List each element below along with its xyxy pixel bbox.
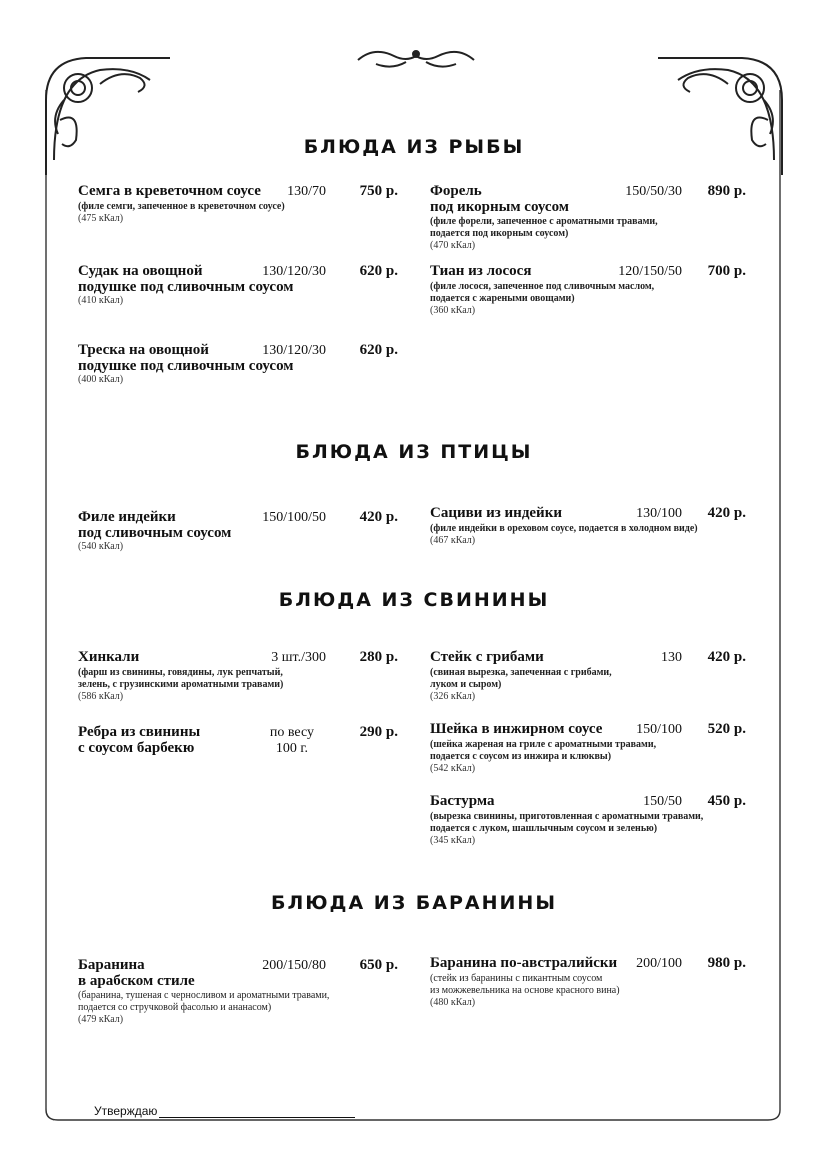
dish-kcal: (467 кКал) xyxy=(430,535,476,546)
dish-price: 280 р. xyxy=(359,649,398,665)
dish-description: (филе лосося, запеченное под сливочным маслом, подается с жареными овощами) xyxy=(430,281,655,304)
dish-description: (филе индейки в ореховом соусе, подается в холодном виде) xyxy=(430,523,698,534)
dish-weight: 3 шт./300 xyxy=(271,650,326,665)
dish-kcal: (542 кКал) xyxy=(430,763,476,774)
ornament-corner-right-icon xyxy=(648,40,788,180)
dish-price: 890 р. xyxy=(707,183,746,199)
menu-item-indeyka xyxy=(78,510,398,553)
dish-description: (вырезка свинины, приготовленная с ароматными травами, подается с луком, шашлычным соусом и зеленью) xyxy=(430,811,704,834)
dish-price: 420 р. xyxy=(359,509,398,525)
dish-kcal: (540 кКал) xyxy=(78,541,124,552)
dish-price: 980 р. xyxy=(707,955,746,971)
dish-description: (фарш из свинины, говядины, лук репчатый, зелень, с грузинскими ароматными травами) xyxy=(78,667,284,690)
dish-name: Тиан из лосося xyxy=(430,263,532,279)
menu-item-semga xyxy=(78,184,398,225)
menu-item-rebra xyxy=(78,725,398,757)
dish-name: Сациви из индейки xyxy=(430,505,562,521)
dish-kcal: (470 кКал) xyxy=(430,240,476,251)
dish-description: (филе семги, запеченное в креветочном соусе) xyxy=(78,201,285,212)
menu-item-steik xyxy=(430,650,746,703)
dish-weight: 150/50/30 xyxy=(625,184,682,199)
menu-item-austral xyxy=(430,956,746,1009)
dish-weight: 130/120/30 xyxy=(262,343,326,358)
dish-name: Стейк с грибами xyxy=(430,649,544,665)
dish-description: (шейка жареная на гриле с ароматными травами, подается с соусом из инжира и клюквы) xyxy=(430,739,657,762)
dish-name-line2: подушке под сливочным соусом xyxy=(78,279,294,295)
dish-description: (баранина, тушеная с черносливом и ароматными травами, подается со стручковой фасолью и ананасом) xyxy=(78,990,330,1013)
dish-weight: 150/50 xyxy=(643,794,682,809)
dish-kcal: (479 кКал) xyxy=(78,1014,124,1025)
dish-name-line2: с соусом барбекю xyxy=(78,740,195,756)
menu-item-treska xyxy=(78,343,398,386)
menu-item-forel xyxy=(430,184,746,252)
dish-price: 420 р. xyxy=(707,649,746,665)
dish-weight: 150/100/50 xyxy=(262,510,326,525)
dish-name: Семга в креветочном соусе xyxy=(78,183,261,199)
dish-kcal: (410 кКал) xyxy=(78,295,124,306)
dish-name: Баранина по-австралийски xyxy=(430,955,618,971)
dish-name: Филе индейки xyxy=(78,509,176,525)
dish-kcal: (586 кКал) xyxy=(78,691,124,702)
ornament-top-icon xyxy=(354,44,478,72)
dish-name: Судак на овощной xyxy=(78,263,203,279)
dish-description: (филе форели, запеченное с ароматными травами, подается под икорным соусом) xyxy=(430,216,658,239)
dish-price: 700 р. xyxy=(707,263,746,279)
dish-weight: по весу xyxy=(269,725,314,740)
section-title-pork: БЛЮДА ИЗ СВИНИНЫ xyxy=(278,589,550,611)
menu-item-arab xyxy=(78,958,398,1026)
dish-name: Бастурма xyxy=(430,793,495,809)
menu-item-basturma xyxy=(430,794,746,847)
dish-kcal: (345 кКал) xyxy=(430,835,476,846)
approval-label: Утверждаю xyxy=(94,1104,158,1118)
dish-weight: 130/100 xyxy=(636,506,682,521)
menu-item-satsivi xyxy=(430,506,746,547)
dish-name: Баранина xyxy=(78,957,145,973)
dish-price: 650 р. xyxy=(359,957,398,973)
dish-name-line2: в арабском стиле xyxy=(78,973,195,989)
dish-price: 450 р. xyxy=(707,793,746,809)
signature-line xyxy=(159,1105,355,1118)
dish-weight: 200/100 xyxy=(636,956,682,971)
dish-price: 290 р. xyxy=(359,724,398,740)
dish-name-line2: под икорным соусом xyxy=(430,199,570,215)
section-title-lamb: БЛЮДА ИЗ БАРАНИНЫ xyxy=(270,892,558,914)
dish-price: 750 р. xyxy=(359,183,398,199)
dish-weight-line2: 100 г. xyxy=(275,741,308,756)
dish-weight: 150/100 xyxy=(636,722,682,737)
dish-kcal: (475 кКал) xyxy=(78,213,124,224)
section-title-poultry: БЛЮДА ИЗ ПТИЦЫ xyxy=(295,441,533,463)
dish-kcal: (360 кКал) xyxy=(430,305,476,316)
dish-kcal: (400 кКал) xyxy=(78,374,124,385)
dish-name: Хинкали xyxy=(78,649,140,665)
dish-kcal: (480 кКал) xyxy=(430,997,476,1008)
section-title-fish: БЛЮДА ИЗ РЫБЫ xyxy=(303,136,525,158)
dish-name: Ребра из свинины xyxy=(78,724,201,740)
menu-item-sheika xyxy=(430,722,746,775)
menu-item-khinkali xyxy=(78,650,398,703)
approval-field xyxy=(94,1104,355,1118)
dish-description: (стейк из баранины с пикантным соусом из можжевельника на основе красного вина) xyxy=(430,973,620,996)
dish-weight: 130/70 xyxy=(287,184,326,199)
dish-price: 420 р. xyxy=(707,505,746,521)
dish-description: (свиная вырезка, запеченная с грибами, луком и сыром) xyxy=(430,667,612,690)
menu-item-sudak xyxy=(78,264,398,307)
dish-name-line2: под сливочным соусом xyxy=(78,525,232,541)
dish-weight: 130 xyxy=(661,650,682,665)
ornament-corner-left-icon xyxy=(40,40,180,180)
dish-name: Треска на овощной xyxy=(78,342,209,358)
dish-weight: 130/120/30 xyxy=(262,264,326,279)
dish-name: Шейка в инжирном соусе xyxy=(430,721,603,737)
dish-price: 620 р. xyxy=(359,342,398,358)
dish-weight: 200/150/80 xyxy=(262,958,326,973)
dish-name-line2: подушке под сливочным соусом xyxy=(78,358,294,374)
dish-weight: 120/150/50 xyxy=(618,264,682,279)
dish-price: 620 р. xyxy=(359,263,398,279)
dish-name: Форель xyxy=(430,183,482,199)
dish-kcal: (326 кКал) xyxy=(430,691,476,702)
dish-price: 520 р. xyxy=(707,721,746,737)
menu-item-tian xyxy=(430,264,746,317)
